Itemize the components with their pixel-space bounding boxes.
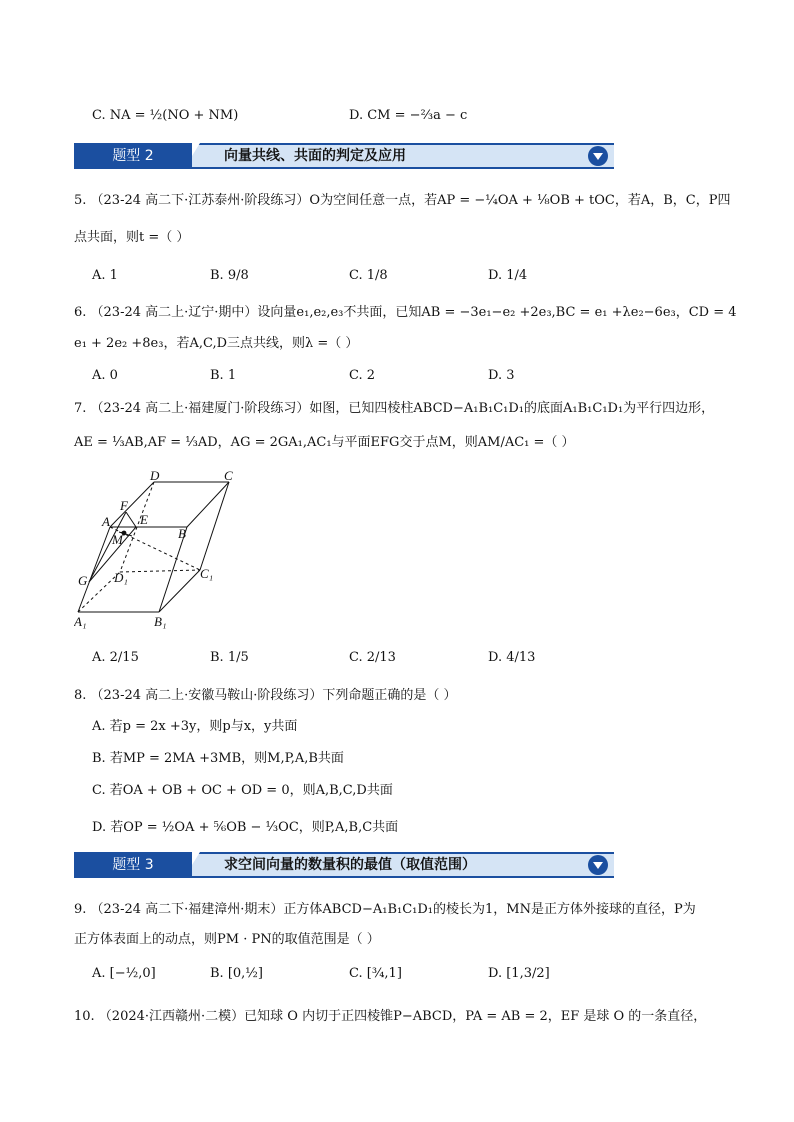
label-a1: A₁ [74,614,87,629]
label-e: E [140,512,148,527]
banner-label: 题型 3 [74,852,192,878]
q9-option-d: D. [1,3/2] [488,966,550,981]
section-banner-type2 [74,143,614,169]
q7-option-b: B. 1/5 [210,650,249,665]
option-c-prev: C. NA = ½(NO + NM) [92,108,239,123]
q8-option-a: A. 若p = 2x +3y，则p与x，y共面 [92,719,298,734]
q5-line2: 点共面，则t =（ ） [74,230,190,245]
q7-line1: 7. （23-24 高二上·福建厦门·阶段练习）如图，已知四棱柱ABCD−A₁B₁C₁D₁的底面A₁B₁C₁D₁为平行四边形， [74,401,715,416]
q9-line2: 正方体表面上的动点，则PM · PN的取值范围是（ ） [74,932,380,947]
q9-option-c: C. [¾,1] [349,966,402,981]
q7-option-c: C. 2/13 [349,650,396,665]
banner-title: 向量共线、共面的判定及应用 [224,148,406,164]
label-m: M [112,532,123,547]
q7-line2: AE = ⅓AB,AF = ⅓AD，AG = 2GA₁,AC₁与平面EFG交于点M，则AM/AC₁ =（ ） [74,435,575,450]
q5-option-b: B. 9/8 [210,268,249,283]
label-g: G [78,573,88,588]
q5-option-d: D. 1/4 [488,268,528,283]
q6-line1: 6. （23-24 高二上·辽宁·期中）设向量e₁,e₂,e₃不共面，已知AB = −3e₁−e₂ +2e₃,BC = e₁ +λe₂−6e₃，CD = 4 [74,305,737,320]
q10-line1: 10. （2024·江西赣州·二模）已知球 O 内切于正四棱锥P−ABCD，PA = AB = 2，EF 是球 O 的一条直径， [74,1009,707,1024]
q6-option-c: C. 2 [349,368,376,383]
prism-figure [74,470,234,630]
section-banner-type3 [74,852,614,878]
q9-option-b: B. [0,½] [210,966,263,981]
banner-label: 题型 2 [74,143,192,169]
q8-option-c: C. 若OA + OB + OC + OD = 0，则A,B,C,D共面 [92,783,393,798]
banner-title: 求空间向量的数量积的最值（取值范围） [224,857,476,873]
label-b1: B₁ [154,614,167,629]
label-d: D [150,470,160,483]
q8-line1: 8. （23-24 高二上·安徽马鞍山·阶段练习）下列命题正确的是（ ） [74,688,457,703]
q5-option-a: A. 1 [92,268,118,283]
label-c1: C₁ [200,566,214,581]
label-f: F [120,498,128,513]
q9-option-a: A. [−½,0] [92,966,156,981]
chevron-down-icon[interactable] [588,855,608,875]
q6-option-a: A. 0 [92,368,118,383]
label-a: A [102,514,110,529]
q7-option-d: D. 4/13 [488,650,536,665]
q8-option-b: B. 若MP = 2MA +3MB，则M,P,A,B共面 [92,751,344,766]
q8-option-d: D. 若OP = ½OA + ⅚OB − ⅓OC，则P,A,B,C共面 [92,820,399,835]
q9-line1: 9. （23-24 高二下·福建漳州·期末）正方体ABCD−A₁B₁C₁D₁的棱长为1，MN是正方体外接球的直径，P为 [74,902,696,917]
chevron-down-icon[interactable] [588,146,608,166]
q7-option-a: A. 2/15 [92,650,139,665]
option-d-prev: D. CM = −⅔a − c [349,108,468,123]
label-d1: D₁ [114,570,128,585]
q5-line1: 5. （23-24 高二下·江苏泰州·阶段练习）O为空间任意一点，若AP = −¼OA + ⅛OB + tOC，若A，B，C，P四 [74,193,731,208]
q5-option-c: C. 1/8 [349,268,388,283]
q6-option-d: D. 3 [488,368,515,383]
label-c: C [224,470,233,483]
q6-option-b: B. 1 [210,368,237,383]
label-b: B [178,526,186,541]
q6-line2: e₁ + 2e₂ +8e₃，若A,C,D三点共线，则λ =（ ） [74,336,359,351]
